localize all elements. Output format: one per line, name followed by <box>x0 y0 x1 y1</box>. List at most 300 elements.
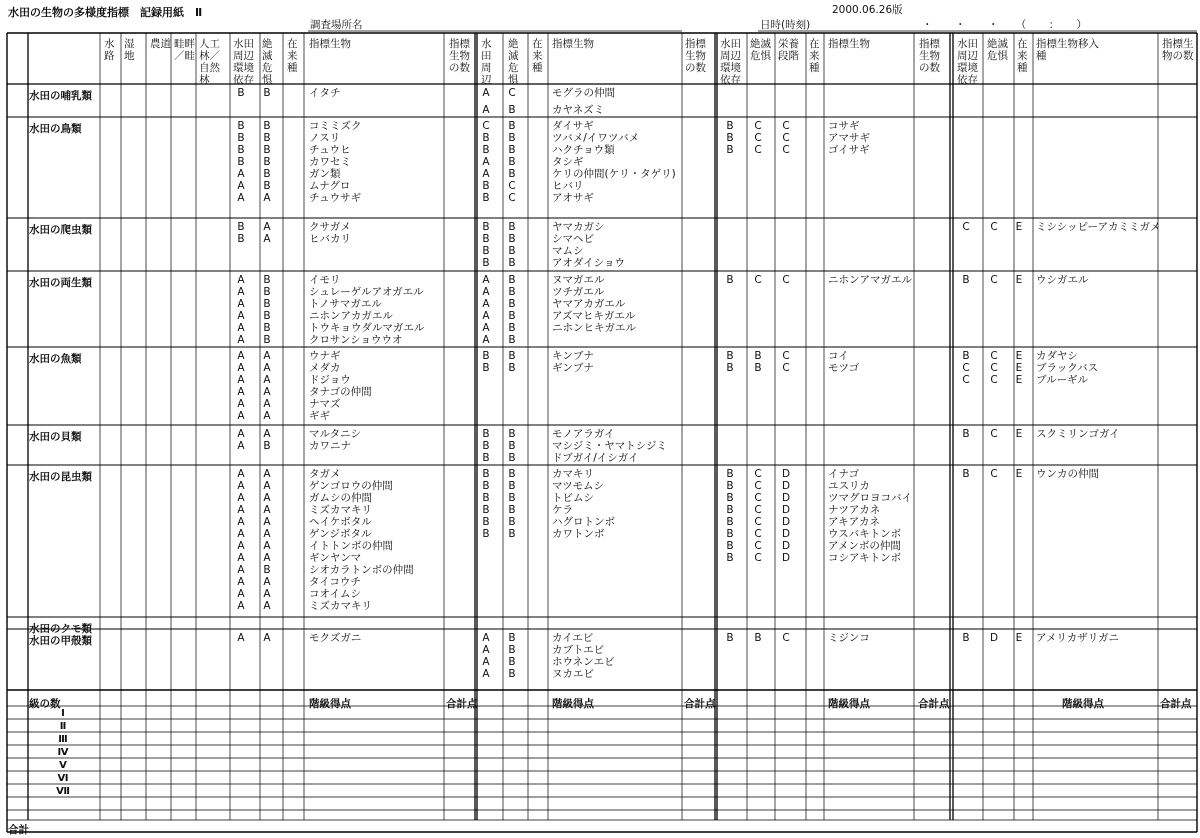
grade-s1-a: A <box>237 632 245 644</box>
grade-count-label: 級の数 <box>29 698 61 710</box>
grade-s2-b: B <box>508 168 516 180</box>
species-name: ツチガエル <box>552 286 605 298</box>
grade-s2-b: B <box>508 516 516 528</box>
grade-s1-a: A <box>237 528 245 540</box>
species-name: シマヘビ <box>552 233 594 245</box>
grade-s2-a: B <box>482 221 490 233</box>
header-s4-native: 在来種 <box>1017 38 1028 74</box>
grade-s2-a: A <box>482 298 490 310</box>
grade-s1-a: A <box>237 428 245 440</box>
grade-s1-b: A <box>263 516 271 528</box>
grade-score-label-4: 階級得点 <box>1062 698 1104 710</box>
grade-s1-a: A <box>237 362 245 374</box>
grade-s3-b: B <box>754 362 762 374</box>
grade-s2-b: B <box>508 310 516 322</box>
species-name: クロサンショウウオ <box>309 334 403 346</box>
grade-s1-b: A <box>263 492 271 504</box>
grade-s1-a: B <box>237 87 245 99</box>
grade-s1-a: A <box>237 286 245 298</box>
grade-s1-b: A <box>263 386 271 398</box>
grade-s3-a: B <box>726 468 734 480</box>
grade-s2-b: C <box>508 180 516 192</box>
species-name: ヤマカガシ <box>552 221 605 233</box>
grade-s2-b: B <box>508 245 516 257</box>
grade-s1-a: B <box>237 221 245 233</box>
grade-s1-a: A <box>237 588 245 600</box>
grade-s3-c: D <box>781 480 791 492</box>
species-name: クサガメ <box>309 221 351 233</box>
grade-s2-b: B <box>508 257 516 269</box>
grade-s1-a: A <box>237 480 245 492</box>
grade-s1-b: B <box>263 156 271 168</box>
grand-total-label: 合計 <box>8 824 29 836</box>
header-farm-road: 農道 <box>150 38 171 50</box>
species-name: コミミズク <box>309 120 362 132</box>
grade-s1-b: B <box>263 310 271 322</box>
grade-s2-b: B <box>508 468 516 480</box>
grade-s2-b: B <box>508 452 516 464</box>
species-name: カヤネズミ <box>552 104 605 116</box>
grade-s1-a: A <box>237 468 245 480</box>
grade-s1-b: B <box>263 120 271 132</box>
grade-s4-a: C <box>962 221 970 233</box>
grade-s2-a: B <box>482 362 490 374</box>
grade-s1-b: A <box>263 632 271 644</box>
sheet-title: 水田の生物の多様度指標 記録用紙 Ⅱ <box>8 6 203 19</box>
grade-s1-a: A <box>237 192 245 204</box>
grade-s3-c: D <box>781 492 791 504</box>
grade-s2-a: A <box>482 656 490 668</box>
grade-s1-b: B <box>263 144 271 156</box>
grade-s2-b: B <box>508 156 516 168</box>
species-name: カマキリ <box>552 468 594 480</box>
species-name: ニホンアカガエル <box>309 310 393 322</box>
grade-s2-a: B <box>482 468 490 480</box>
class-row-label: Ⅰ <box>61 708 65 719</box>
grade-s3-a: B <box>726 492 734 504</box>
species-name: ウンカの仲間 <box>1036 468 1099 480</box>
grade-s3-a: B <box>726 540 734 552</box>
grade-s1-b: B <box>263 274 271 286</box>
grade-s2-b: B <box>508 644 516 656</box>
grade-s3-b: C <box>754 468 762 480</box>
grade-s1-b: A <box>263 350 271 362</box>
species-name: ミズカマキリ <box>309 504 372 516</box>
grade-s3-c: C <box>782 632 790 644</box>
header-s1-dependency: 水田周辺環境依存 <box>233 38 254 86</box>
grade-s1-a: A <box>237 398 245 410</box>
species-name: タシギ <box>552 156 584 168</box>
grade-s1-b: B <box>263 322 271 334</box>
grade-s3-b: C <box>754 132 762 144</box>
grade-s2-a: B <box>482 516 490 528</box>
grade-s1-a: A <box>237 576 245 588</box>
grade-s3-b: C <box>754 504 762 516</box>
grade-s1-b: A <box>263 221 271 233</box>
grade-s2-b: B <box>508 656 516 668</box>
grade-s2-a: B <box>482 428 490 440</box>
header-s3-endangered: 絶滅危惧 <box>750 38 771 62</box>
grade-s2-b: B <box>508 480 516 492</box>
grade-s1-a: A <box>237 600 245 612</box>
species-name: コシアキトンボ <box>828 552 902 564</box>
species-name: マムシ <box>552 245 584 257</box>
grade-s3-a: B <box>726 274 734 286</box>
grade-s1-b: B <box>263 440 271 452</box>
species-name: ムナグロ <box>309 180 351 192</box>
grade-s2-a: B <box>482 132 490 144</box>
header-s2-count: 指標生物の数 <box>685 38 706 74</box>
grade-s3-b: C <box>754 120 762 132</box>
grade-s2-a: B <box>482 492 490 504</box>
grade-score-label-2: 階級得点 <box>552 698 594 710</box>
species-name: カブトエビ <box>552 644 605 656</box>
total-points-label-1: 合計点 <box>446 698 478 710</box>
grade-s3-a: B <box>726 132 734 144</box>
grade-s1-b: B <box>263 334 271 346</box>
grade-s3-b: C <box>754 274 762 286</box>
species-name: ブルーギル <box>1036 374 1088 386</box>
grade-s2-a: B <box>482 192 490 204</box>
grade-s4-a: B <box>962 632 970 644</box>
header-s3-trophic: 栄養段階 <box>778 38 799 62</box>
grade-s2-a: A <box>482 668 490 680</box>
grade-s3-b: C <box>754 144 762 156</box>
header-forest: 人工林／自然林 <box>199 38 220 86</box>
grade-s1-a: B <box>237 144 245 156</box>
header-s1-endangered: 絶滅危惧 <box>262 38 273 86</box>
grade-s1-a: A <box>237 180 245 192</box>
grade-s1-b: A <box>263 192 271 204</box>
grade-s4-a: B <box>962 274 970 286</box>
species-name: ヒバリ <box>552 180 584 192</box>
group-label-5: 水田の貝類 <box>29 431 82 443</box>
grade-score-label-1: 階級得点 <box>309 698 351 710</box>
grade-s4-c: E <box>1015 362 1023 374</box>
grade-s2-b: B <box>508 528 516 540</box>
grade-s2-b: B <box>508 350 516 362</box>
species-name: ヌマガエル <box>552 274 605 286</box>
header-s2-endangered: 絶滅危惧 <box>508 38 519 86</box>
species-name: イモリ <box>309 274 341 286</box>
grade-s3-c: C <box>782 362 790 374</box>
grade-s1-a: A <box>237 516 245 528</box>
grade-s2-b: B <box>508 221 516 233</box>
grade-s1-b: A <box>263 233 271 245</box>
species-name: ブラックバス <box>1036 362 1099 374</box>
grade-s1-a: A <box>237 410 245 422</box>
total-points-label-3: 合計点 <box>918 698 950 710</box>
grade-s3-a: B <box>726 480 734 492</box>
grade-s2-a: A <box>482 644 490 656</box>
grade-s2-a: A <box>482 274 490 286</box>
grade-s4-c: E <box>1015 374 1023 386</box>
species-name: トノサマガエル <box>309 298 382 310</box>
species-name: ギンヤンマ <box>309 552 362 564</box>
species-name: ゲンジボタル <box>309 528 372 540</box>
grade-s4-c: E <box>1015 350 1023 362</box>
species-name: イナゴ <box>828 468 860 480</box>
grade-s1-a: B <box>237 120 245 132</box>
grade-s2-a: A <box>482 168 490 180</box>
grade-s2-b: B <box>508 504 516 516</box>
header-s4-introduced: 指標生物移入種 <box>1036 38 1099 62</box>
species-name: ハグロトンボ <box>552 516 615 528</box>
grade-s1-b: A <box>263 398 271 410</box>
grade-s3-b: C <box>754 516 762 528</box>
species-name: シオカラトンボの仲間 <box>309 564 414 576</box>
grade-s3-a: B <box>726 632 734 644</box>
grade-s2-a: B <box>482 245 490 257</box>
grade-s1-a: B <box>237 233 245 245</box>
species-name: タナゴの仲間 <box>309 386 372 398</box>
species-name: ツバメ/イワツバメ <box>552 132 640 144</box>
grade-s2-b: B <box>508 274 516 286</box>
grade-s4-c: E <box>1015 468 1023 480</box>
species-name: ハクチョウ類 <box>552 144 615 156</box>
species-name: アメンボの仲間 <box>828 540 901 552</box>
grade-s2-a: A <box>482 632 490 644</box>
species-name: マシジミ・ヤマトシジミ <box>552 440 667 452</box>
grade-s3-c: C <box>782 132 790 144</box>
grade-s2-a: B <box>482 528 490 540</box>
grade-s3-a: B <box>726 120 734 132</box>
grade-s3-c: C <box>782 350 790 362</box>
grade-s1-b: A <box>263 468 271 480</box>
species-name: ゲンゴロウの仲間 <box>309 480 393 492</box>
header-s4-dependency: 水田周辺環境依存 <box>957 38 978 86</box>
datetime-label: 日時(時刻) <box>760 19 811 31</box>
grade-s2-b: B <box>508 440 516 452</box>
grade-s1-a: B <box>237 132 245 144</box>
header-waterway: 水路 <box>104 38 115 62</box>
group-label-3: 水田の両生類 <box>29 277 92 289</box>
species-name: ナマズ <box>309 398 341 410</box>
species-name: コサギ <box>828 120 860 132</box>
grade-s2-a: A <box>482 286 490 298</box>
grade-s2-a: B <box>482 350 490 362</box>
grade-s1-a: A <box>237 552 245 564</box>
grade-s2-b: B <box>508 120 516 132</box>
grade-s3-a: B <box>726 528 734 540</box>
group-label-7: 水田のクモ類 <box>29 623 92 635</box>
header-s1-indicator: 指標生物 <box>309 38 351 50</box>
grade-s1-a: B <box>237 156 245 168</box>
species-name: ツマグロヨコバイ <box>828 492 912 504</box>
species-name: アマサギ <box>828 132 870 144</box>
grade-s2-b: B <box>508 144 516 156</box>
grade-s2-a: A <box>482 156 490 168</box>
grade-s1-a: A <box>237 334 245 346</box>
grade-s2-a: C <box>482 120 490 132</box>
species-name: カダヤシ <box>1036 350 1078 362</box>
species-name: ノスリ <box>309 132 341 144</box>
grade-score-label-3: 階級得点 <box>828 698 870 710</box>
species-name: ケラ <box>552 504 573 516</box>
species-name: チュウサギ <box>309 192 362 204</box>
header-s4-count: 指標生物の数 <box>1162 38 1194 62</box>
species-name: ゴイサギ <box>828 144 870 156</box>
grade-s2-a: B <box>482 480 490 492</box>
grade-s1-a: A <box>237 564 245 576</box>
header-s3-dependency: 水田周辺環境依存 <box>720 38 741 86</box>
grade-s3-b: C <box>754 552 762 564</box>
header-s1-native: 在来種 <box>287 38 298 74</box>
grade-s4-b: C <box>990 362 998 374</box>
species-name: ヒバカリ <box>309 233 351 245</box>
species-name: ウナギ <box>309 350 341 362</box>
species-name: イトトンボの仲間 <box>309 540 393 552</box>
grade-s2-b: C <box>508 192 516 204</box>
grade-s2-b: B <box>508 632 516 644</box>
grade-s1-b: A <box>263 428 271 440</box>
grade-s3-b: C <box>754 540 762 552</box>
grade-s1-b: B <box>263 132 271 144</box>
datetime-field: ・ ・ ・ （ ： ） <box>922 19 1093 31</box>
grade-s2-a: B <box>482 144 490 156</box>
header-s3-native: 在来種 <box>809 38 820 74</box>
class-row-label: Ⅲ <box>58 734 68 745</box>
grade-s2-b: B <box>508 286 516 298</box>
grade-s2-a: A <box>482 87 490 99</box>
grade-s1-a: A <box>237 374 245 386</box>
species-name: カワセミ <box>309 156 351 168</box>
total-points-label-2: 合計点 <box>684 698 716 710</box>
grade-s3-b: C <box>754 492 762 504</box>
grade-s4-c: E <box>1015 274 1023 286</box>
grade-s1-a: A <box>237 322 245 334</box>
grade-s1-b: A <box>263 504 271 516</box>
grade-s1-b: B <box>263 564 271 576</box>
header-s2-indicator: 指標生物 <box>552 38 594 50</box>
header-levee: 畦畔／畦 <box>174 38 195 62</box>
grade-s1-b: B <box>263 168 271 180</box>
grade-s2-b: B <box>508 492 516 504</box>
species-name: ガムシの仲間 <box>309 492 372 504</box>
grade-s1-b: A <box>263 374 271 386</box>
grade-s3-c: D <box>781 528 791 540</box>
header-s1-count: 指標生物の数 <box>449 38 470 74</box>
grade-s3-b: C <box>754 480 762 492</box>
species-name: モノアラガイ <box>552 428 615 440</box>
grade-s1-b: A <box>263 552 271 564</box>
grade-s1-a: A <box>237 386 245 398</box>
grade-s4-a: B <box>962 428 970 440</box>
grade-s4-c: E <box>1015 428 1023 440</box>
species-name: ホウネンエビ <box>552 656 615 668</box>
grade-s2-a: A <box>482 310 490 322</box>
grade-s4-b: C <box>990 221 998 233</box>
grade-s2-b: B <box>508 668 516 680</box>
header-s3-count: 指標生物の数 <box>919 38 940 74</box>
header-s4-endangered: 絶滅危惧 <box>987 38 1008 62</box>
species-name: ダイサギ <box>552 120 594 132</box>
species-name: マツモムシ <box>552 480 605 492</box>
species-name: キンブナ <box>552 350 594 362</box>
grade-s2-b: B <box>508 322 516 334</box>
grade-s4-b: C <box>990 350 998 362</box>
grade-s4-c: E <box>1015 221 1023 233</box>
grade-s3-c: D <box>781 516 791 528</box>
grade-s3-b: B <box>754 632 762 644</box>
grade-s3-a: B <box>726 144 734 156</box>
species-name: トビムシ <box>552 492 594 504</box>
species-name: ヘイケボタル <box>309 516 372 528</box>
grade-s2-b: C <box>508 87 516 99</box>
grade-s2-b: B <box>508 362 516 374</box>
grade-s1-b: A <box>263 362 271 374</box>
grade-s2-a: A <box>482 334 490 346</box>
species-name: イタチ <box>309 87 341 99</box>
species-name: ヤマアカガエル <box>552 298 626 310</box>
grade-s2-b: B <box>508 132 516 144</box>
class-row-label: Ⅵ <box>57 773 69 784</box>
grade-s3-a: B <box>726 552 734 564</box>
grade-s3-c: D <box>781 504 791 516</box>
grade-s2-b: B <box>508 298 516 310</box>
grade-s3-a: B <box>726 362 734 374</box>
species-name: コオイムシ <box>309 588 361 600</box>
grade-s3-a: B <box>726 504 734 516</box>
grade-s1-b: A <box>263 540 271 552</box>
grade-s1-b: B <box>263 286 271 298</box>
grade-s2-a: B <box>482 440 490 452</box>
species-name: シュレーゲルアオガエル <box>309 286 424 298</box>
grade-s2-b: B <box>508 428 516 440</box>
species-name: ドブガイ/イシガイ <box>552 452 639 464</box>
grade-s1-b: A <box>263 600 271 612</box>
total-points-label-4: 合計点 <box>1160 698 1192 710</box>
grade-s2-a: A <box>482 104 490 116</box>
form-version: 2000.06.26版 <box>832 4 903 16</box>
grade-s4-c: E <box>1015 632 1023 644</box>
grade-s1-b: B <box>263 298 271 310</box>
species-name: ミジンコ <box>828 632 870 644</box>
species-name: アズマヒキガエル <box>552 310 636 322</box>
group-label-2: 水田の爬虫類 <box>29 224 92 236</box>
grade-s2-b: B <box>508 334 516 346</box>
grade-s4-a: C <box>962 362 970 374</box>
class-row-label: Ⅴ <box>59 760 67 771</box>
grade-s2-b: B <box>508 233 516 245</box>
species-name: ニホンヒキガエル <box>552 322 636 334</box>
species-name: チュウヒ <box>309 144 351 156</box>
group-label-8: 水田の甲殻類 <box>29 635 92 647</box>
grade-s2-a: B <box>482 257 490 269</box>
grade-s2-b: B <box>508 104 516 116</box>
grade-s1-a: A <box>237 350 245 362</box>
group-label-0: 水田の哺乳類 <box>29 90 92 102</box>
group-label-6: 水田の昆虫類 <box>29 471 92 483</box>
grade-s1-b: A <box>263 410 271 422</box>
header-s3-indicator: 指標生物 <box>828 38 870 50</box>
grade-s1-a: A <box>237 540 245 552</box>
species-name: ナツアカネ <box>828 504 881 516</box>
species-name: コイ <box>828 350 849 362</box>
species-name: カワニナ <box>309 440 351 452</box>
grade-s4-a: B <box>962 350 970 362</box>
species-name: モツゴ <box>828 362 860 374</box>
grade-s1-b: B <box>263 87 271 99</box>
group-label-1: 水田の鳥類 <box>29 123 82 135</box>
grade-s1-a: A <box>237 440 245 452</box>
grade-s1-b: A <box>263 576 271 588</box>
grade-s2-a: A <box>482 322 490 334</box>
class-row-label: Ⅱ <box>59 721 67 732</box>
species-name: アオサギ <box>552 192 594 204</box>
header-wetland: 湿地 <box>124 38 135 62</box>
species-name: ガン類 <box>309 168 341 180</box>
